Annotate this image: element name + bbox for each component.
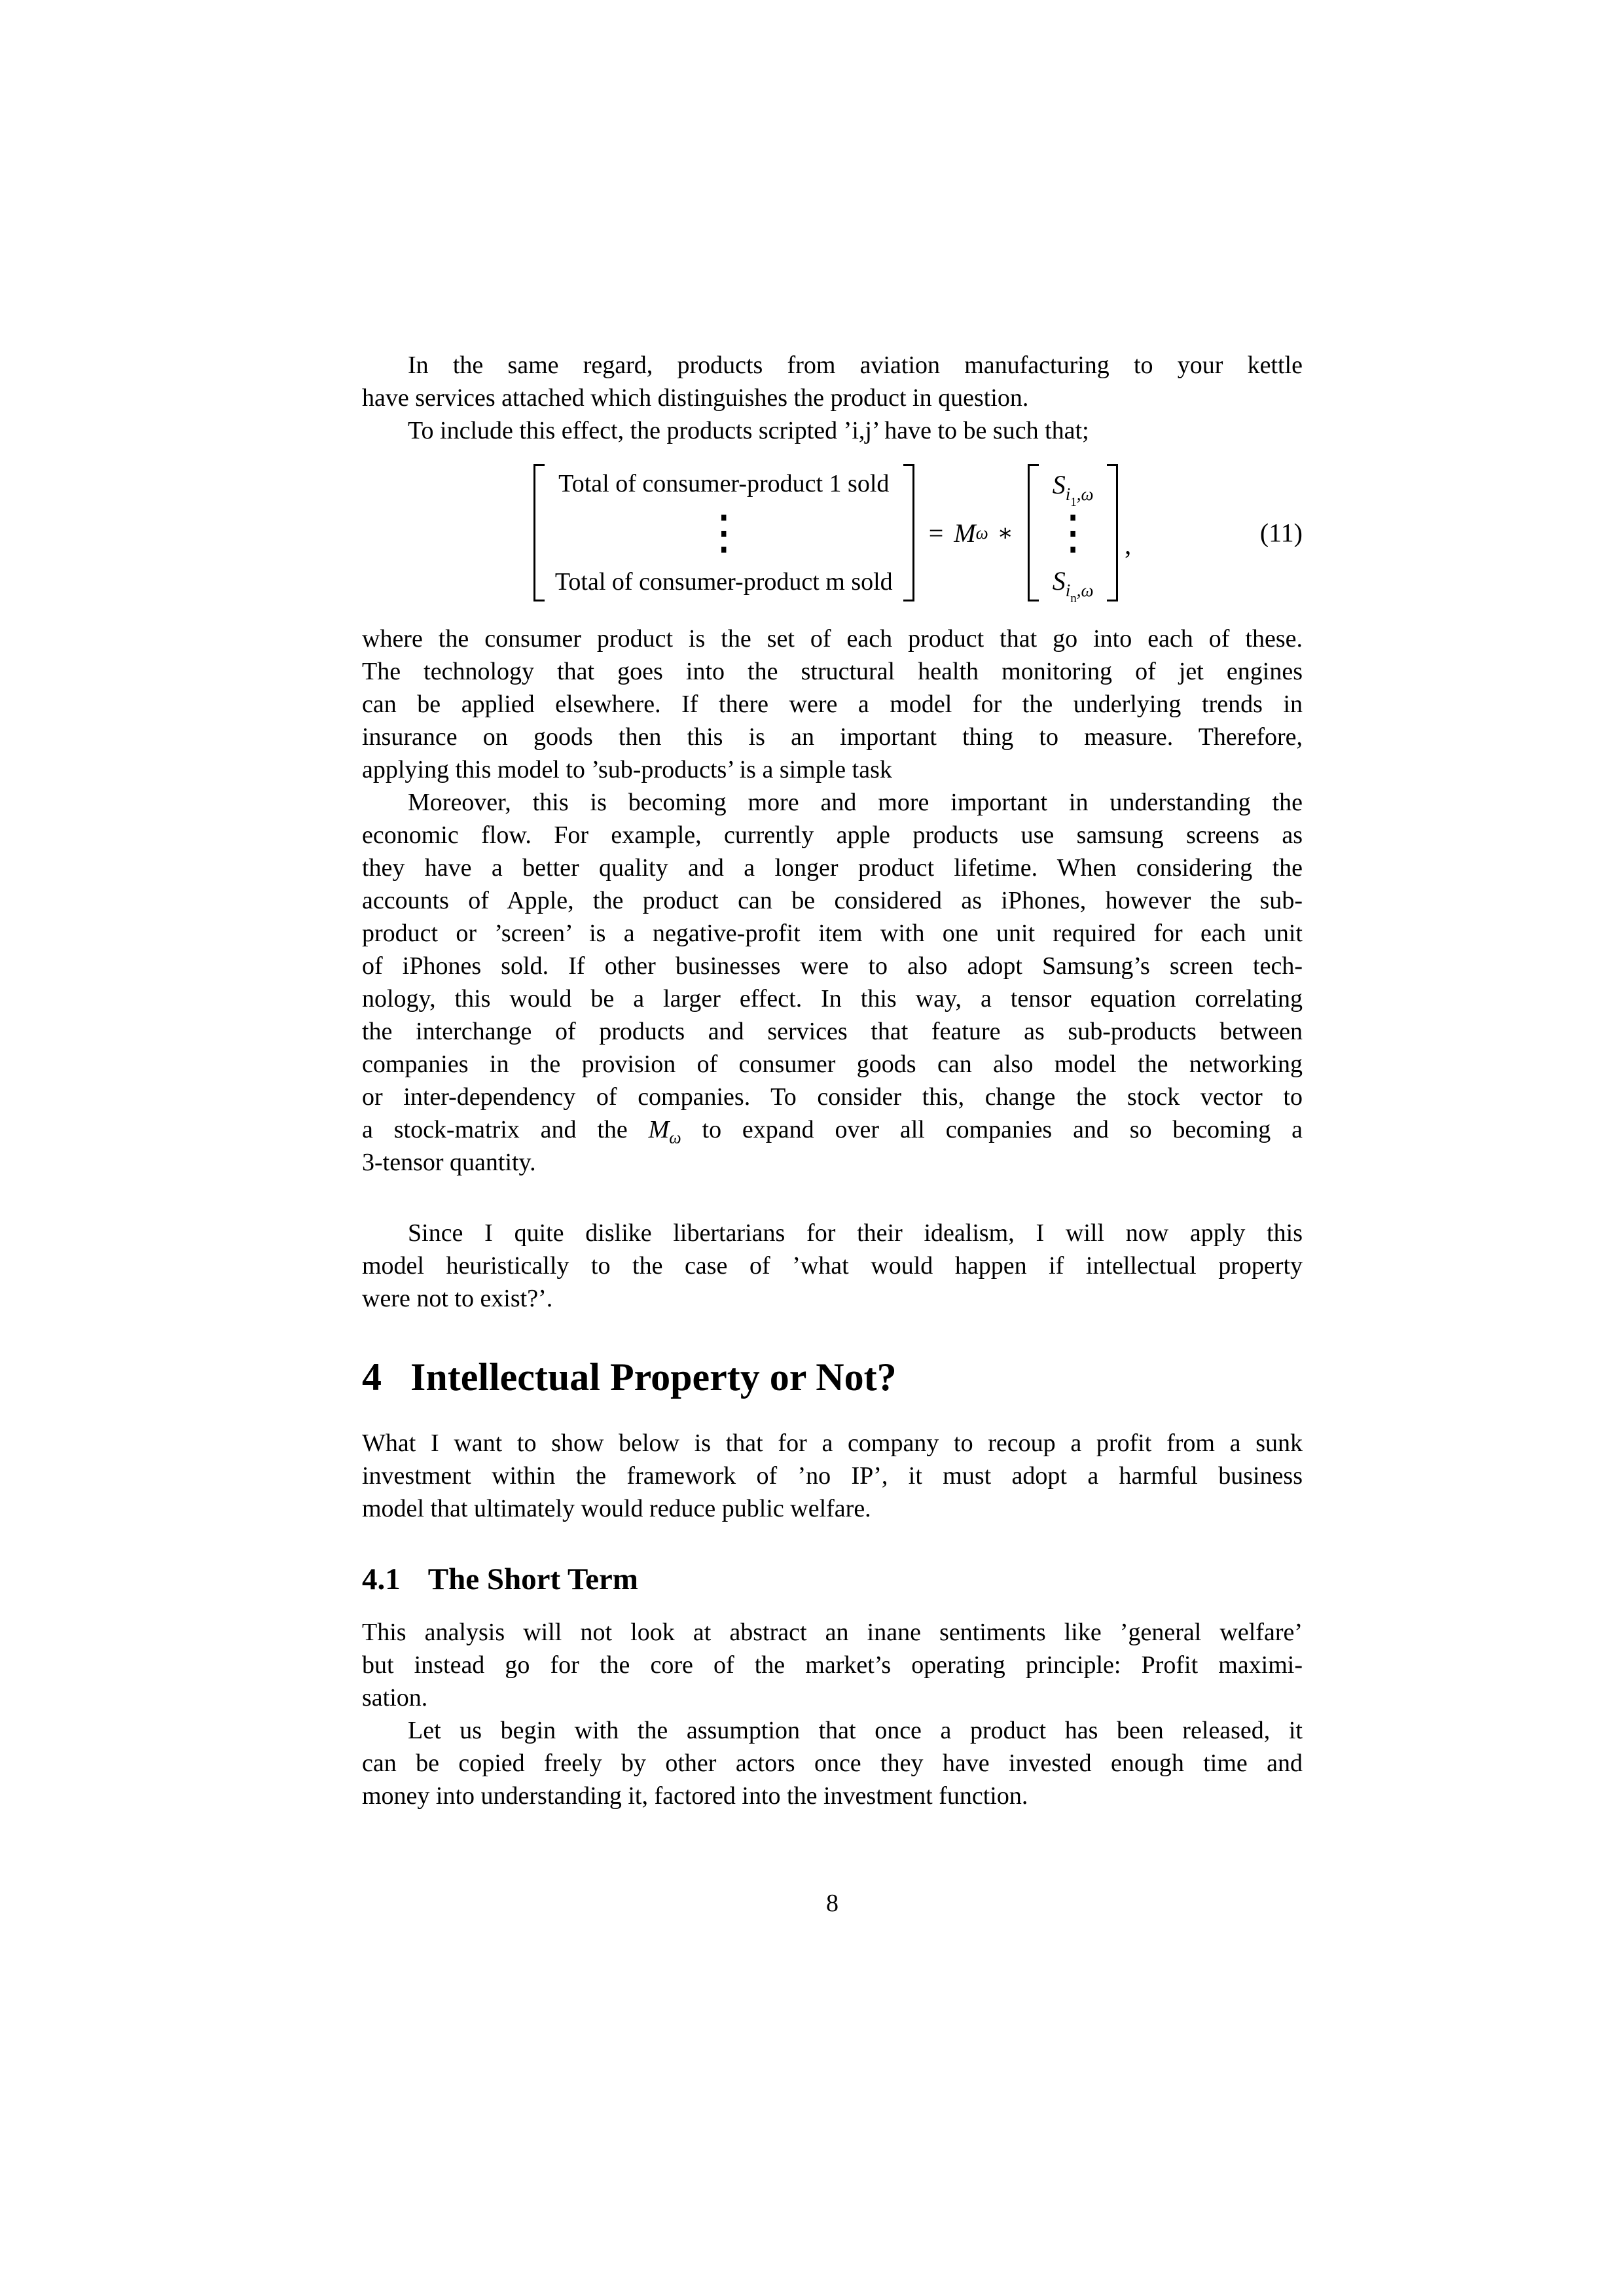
equation-relation: = M ω ∗ — [928, 518, 1014, 548]
text-line: accounts of Apple, the product can be considered as iPhones, however the sub- — [362, 887, 1303, 914]
text-line: a stock-matrix and the $M_\omega$ to expand over all companies and so becoming a — [362, 1116, 1303, 1147]
vector-entry-top — [1052, 469, 1094, 509]
text-line: This analysis will not look at abstract an inane sentiments like ’general welfare’ — [362, 1619, 1303, 1646]
rhs-vector — [1028, 464, 1118, 605]
text-line: applying this model to ’sub-products’ is a simple task — [362, 756, 892, 783]
text-line: the interchange of products and services that feature as sub-products between — [362, 1018, 1303, 1045]
rhs-vector-entries — [1039, 464, 1107, 605]
subscript-i: i — [1065, 581, 1071, 600]
left-bracket-icon — [1028, 464, 1039, 601]
paragraph-what-i-want — [362, 1427, 1303, 1525]
equation-number: (11) — [1259, 518, 1303, 548]
text-line: have services attached which distinguishes the product in question. — [362, 384, 1029, 412]
subsection-title: The Short Term — [427, 1562, 638, 1596]
symbol-S: S — [1052, 566, 1066, 596]
vdots-icon: ⋮ — [1049, 507, 1097, 559]
text-line: insurance on goods then this is an important thing to measure. Therefore, — [362, 723, 1303, 751]
page-number: 8 — [826, 1890, 839, 1917]
paragraph-since-dislike — [362, 1217, 1303, 1315]
text-line: model heuristically to the case of ’what would happen if intellectual property — [362, 1252, 1303, 1280]
text-line: The technology that goes into the structural health monitoring of jet engines — [362, 658, 1303, 685]
subsection-number: 4.1 — [362, 1562, 401, 1596]
equals-sign: = — [928, 518, 944, 548]
text-line: investment within the framework of ’no IP’, it must adopt a harmful business — [362, 1462, 1303, 1490]
subscript-i: i — [1065, 484, 1071, 504]
text-line: money into understanding it, factored into the investment function. — [362, 1782, 1028, 1810]
trailing-comma: , — [1125, 529, 1132, 560]
equation-11 — [362, 464, 1303, 605]
text-line: where the consumer product is the set of each product that go into each of these. — [362, 625, 1303, 653]
subscript-omega: ,ω — [1076, 484, 1094, 504]
section-number: 4 — [362, 1355, 382, 1399]
text-line: companies in the provision of consumer goods can also model the networking — [362, 1050, 1303, 1078]
paragraph-let-us-begin — [362, 1714, 1303, 1812]
subscript-index: 1 — [1070, 495, 1077, 509]
vector-entry-bottom — [1052, 565, 1094, 605]
section-title: Intellectual Property or Not? — [410, 1355, 897, 1399]
text-line: economic flow. For example, currently apple products use samsung screens as — [362, 821, 1303, 849]
text-line: can be applied elsewhere. If there were a model for the underlying trends in — [362, 691, 1303, 718]
text-line: Let us begin with the assumption that once a product has been released, it — [408, 1717, 1303, 1744]
section-heading-4 — [362, 1353, 1303, 1402]
asterisk-operator: ∗ — [997, 520, 1014, 546]
equation-body — [533, 464, 1132, 605]
text-line: Since I quite dislike libertarians for their idealism, I will now apply this — [408, 1219, 1303, 1247]
paragraph-this-analysis — [362, 1616, 1303, 1714]
text-line: or inter-dependency of companies. To consider this, change the stock vector to — [362, 1083, 1303, 1111]
text-line: nology, this would be a larger effect. In this way, a tensor equation correlating — [362, 985, 1303, 1013]
paragraph-moreover — [362, 786, 1303, 1179]
text-line: model that ultimately would reduce public welfare. — [362, 1495, 871, 1522]
omega-subscript: ω — [669, 1128, 681, 1147]
text-line: they have a better quality and a longer product lifetime. When considering the — [362, 854, 1303, 882]
text-line: sation. — [362, 1684, 428, 1712]
paragraph-where-consumer — [362, 622, 1303, 786]
subscript-index: n — [1070, 592, 1077, 605]
text-line: 3-tensor quantity. — [362, 1149, 536, 1176]
matrix-entry-bottom: Total of consumer-product m sold — [554, 568, 893, 596]
left-bracket-icon — [533, 464, 545, 601]
text-line: were not to exist?’. — [362, 1285, 553, 1312]
text-line: Moreover, this is becoming more and more important in understanding the — [408, 789, 1303, 816]
text-line: What I want to show below is that for a company to recoup a profit from a sunk — [362, 1429, 1303, 1457]
text-block — [362, 349, 1303, 1812]
lhs-matrix-entries — [545, 464, 903, 601]
text-line: can be copied freely by other actors once they have invested enough time and — [362, 1749, 1303, 1777]
paragraph-include-effect — [362, 414, 1303, 447]
lhs-matrix — [533, 464, 914, 601]
text-line: of iPhones sold. If other businesses were to also adopt Samsung’s screen tech- — [362, 952, 1303, 980]
matrix-symbol-M: M — [954, 518, 976, 548]
subsection-heading-4-1 — [362, 1560, 1303, 1598]
vdots-icon: ⋮ — [700, 507, 748, 559]
matrix-entry-top: Total of consumer-product 1 sold — [558, 470, 890, 497]
text-line: To include this effect, the products scripted ’i,j’ have to be such that; — [408, 417, 1089, 444]
text-line: but instead go for the core of the market’s operating principle: Profit maximi- — [362, 1651, 1303, 1679]
text-line: In the same regard, products from aviation manufacturing to your kettle — [408, 351, 1303, 379]
text-line: product or ’screen’ is a negative-profit item with one unit required for each unit — [362, 920, 1303, 947]
subscript-omega: ,ω — [1076, 581, 1094, 600]
symbol-S: S — [1052, 470, 1066, 499]
right-bracket-icon — [903, 464, 914, 601]
right-bracket-icon — [1107, 464, 1118, 601]
matrix-symbol-M: M — [648, 1116, 670, 1143]
paragraph-intro — [362, 349, 1303, 414]
